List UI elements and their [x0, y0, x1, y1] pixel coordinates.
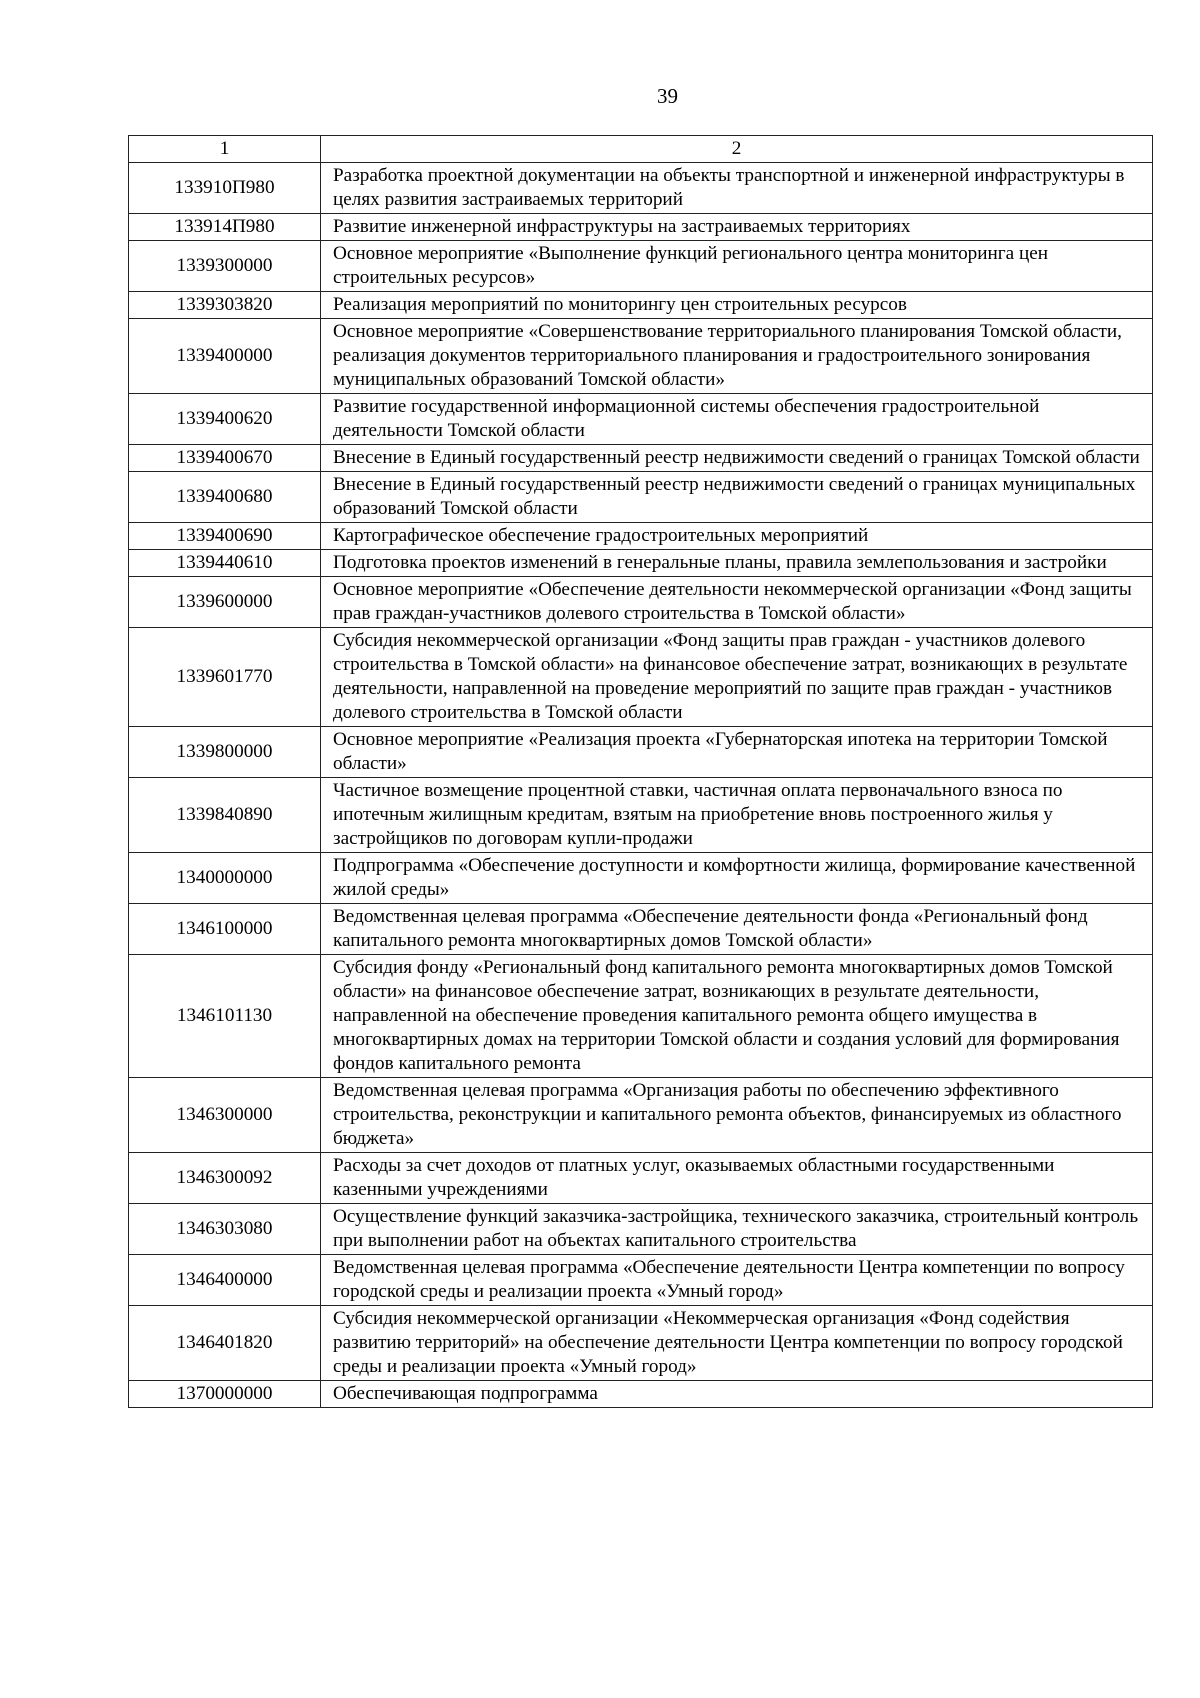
- row-description: Субсидия некоммерческой организации «Фонд защиты прав граждан - участников долевого строительства в Томской области» на финансовое обеспечение затрат, возникающих в результате деятельности, направленной на проведение мероприятий по защите прав граждан - участников долевого строительства в Томской области: [321, 628, 1153, 727]
- row-code: 133910П980: [129, 163, 321, 214]
- row-code: 1339600000: [129, 577, 321, 628]
- table-row: [129, 292, 1153, 319]
- row-code: 1346303080: [129, 1204, 321, 1255]
- table-row: [129, 853, 1153, 904]
- row-code: 1346101130: [129, 955, 321, 1078]
- row-description: Основное мероприятие «Выполнение функций регионального центра мониторинга цен строительных ресурсов»: [321, 241, 1153, 292]
- row-code: 1339601770: [129, 628, 321, 727]
- table-row: [129, 1381, 1153, 1408]
- row-description: Подготовка проектов изменений в генеральные планы, правила землепользования и застройки: [321, 550, 1153, 577]
- row-code: 133914П980: [129, 214, 321, 241]
- row-code: 1370000000: [129, 1381, 321, 1408]
- row-code: 1346400000: [129, 1255, 321, 1306]
- row-code: 1339400690: [129, 523, 321, 550]
- table-row: [129, 319, 1153, 394]
- row-description: Субсидия некоммерческой организации «Некоммерческая организация «Фонд содействия развитию территорий» на обеспечение деятельности Центра компетенции по вопросу городской среды и реализации проекта «Умный город»: [321, 1306, 1153, 1381]
- table-row: [129, 472, 1153, 523]
- row-code: 1339303820: [129, 292, 321, 319]
- row-code: 1346401820: [129, 1306, 321, 1381]
- table-row: [129, 445, 1153, 472]
- table-row: [129, 163, 1153, 214]
- row-description: Картографическое обеспечение градостроительных мероприятий: [321, 523, 1153, 550]
- row-description: Основное мероприятие «Обеспечение деятельности некоммерческой организации «Фонд защиты прав граждан-участников долевого строительства в Томской области»: [321, 577, 1153, 628]
- table-row: [129, 577, 1153, 628]
- row-code: 1339400670: [129, 445, 321, 472]
- table-row: [129, 727, 1153, 778]
- row-description: Подпрограмма «Обеспечение доступности и комфортности жилища, формирование качественной жилой среды»: [321, 853, 1153, 904]
- table-row: [129, 955, 1153, 1078]
- row-description: Ведомственная целевая программа «Организация работы по обеспечению эффективного строительства, реконструкции и капитального ремонта объектов, финансируемых из областного бюджета»: [321, 1078, 1153, 1153]
- table-row: [129, 1078, 1153, 1153]
- table-header-row: [129, 136, 1153, 163]
- page-number: 39: [657, 84, 678, 108]
- row-code: 1339400680: [129, 472, 321, 523]
- table-body: [129, 136, 1153, 1408]
- table-row: [129, 1204, 1153, 1255]
- column-header-description: 2: [321, 136, 1153, 163]
- table-row: [129, 1153, 1153, 1204]
- table-row: [129, 1306, 1153, 1381]
- row-code: 1339400620: [129, 394, 321, 445]
- row-code: 1339440610: [129, 550, 321, 577]
- row-description: Развитие инженерной инфраструктуры на застраиваемых территориях: [321, 214, 1153, 241]
- row-code: 1346100000: [129, 904, 321, 955]
- row-description: Частичное возмещение процентной ставки, частичная оплата первоначального взноса по ипотечным жилищным кредитам, взятым на приобретение вновь построенного жилья у застройщиков по договорам купли-продажи: [321, 778, 1153, 853]
- budget-classification-table: [128, 135, 1153, 1408]
- table-row: [129, 394, 1153, 445]
- table-row: [129, 1255, 1153, 1306]
- row-code: 1339400000: [129, 319, 321, 394]
- row-description: Расходы за счет доходов от платных услуг, оказываемых областными государственными казенными учреждениями: [321, 1153, 1153, 1204]
- row-description: Субсидия фонду «Региональный фонд капитального ремонта многоквартирных домов Томской области» на финансовое обеспечение затрат, возникающих в результате деятельности, направленной на обеспечение проведения капитального ремонта общего имущества в многоквартирных домах на территории Томской области и создания условий для формирования фондов капитального ремонта: [321, 955, 1153, 1078]
- row-description: Развитие государственной информационной системы обеспечения градостроительной деятельности Томской области: [321, 394, 1153, 445]
- row-code: 1340000000: [129, 853, 321, 904]
- row-description: Разработка проектной документации на объекты транспортной и инженерной инфраструктуры в целях развития застраиваемых территорий: [321, 163, 1153, 214]
- table-row: [129, 628, 1153, 727]
- row-code: 1346300092: [129, 1153, 321, 1204]
- row-code: 1339800000: [129, 727, 321, 778]
- row-description: Основное мероприятие «Совершенствование территориального планирования Томской области, реализация документов территориального планирования и градостроительного зонирования муниципальных образований Томской области»: [321, 319, 1153, 394]
- table-row: [129, 523, 1153, 550]
- row-description: Ведомственная целевая программа «Обеспечение деятельности фонда «Региональный фонд капитального ремонта многоквартирных домов Томской области»: [321, 904, 1153, 955]
- column-header-code: 1: [129, 136, 321, 163]
- table-row: [129, 778, 1153, 853]
- row-code: 1339300000: [129, 241, 321, 292]
- row-code: 1339840890: [129, 778, 321, 853]
- row-description: Основное мероприятие «Реализация проекта «Губернаторская ипотека на территории Томской области»: [321, 727, 1153, 778]
- table-row: [129, 214, 1153, 241]
- row-description: Внесение в Единый государственный реестр недвижимости сведений о границах Томской области: [321, 445, 1153, 472]
- table-row: [129, 904, 1153, 955]
- table-row: [129, 550, 1153, 577]
- table-row: [129, 241, 1153, 292]
- row-description: Ведомственная целевая программа «Обеспечение деятельности Центра компетенции по вопросу городской среды и реализации проекта «Умный город»: [321, 1255, 1153, 1306]
- row-description: Внесение в Единый государственный реестр недвижимости сведений о границах муниципальных образований Томской области: [321, 472, 1153, 523]
- row-description: Осуществление функций заказчика-застройщика, технического заказчика, строительный контроль при выполнении работ на объектах капитального строительства: [321, 1204, 1153, 1255]
- row-code: 1346300000: [129, 1078, 321, 1153]
- row-description: Обеспечивающая подпрограмма: [321, 1381, 1153, 1408]
- row-description: Реализация мероприятий по мониторингу цен строительных ресурсов: [321, 292, 1153, 319]
